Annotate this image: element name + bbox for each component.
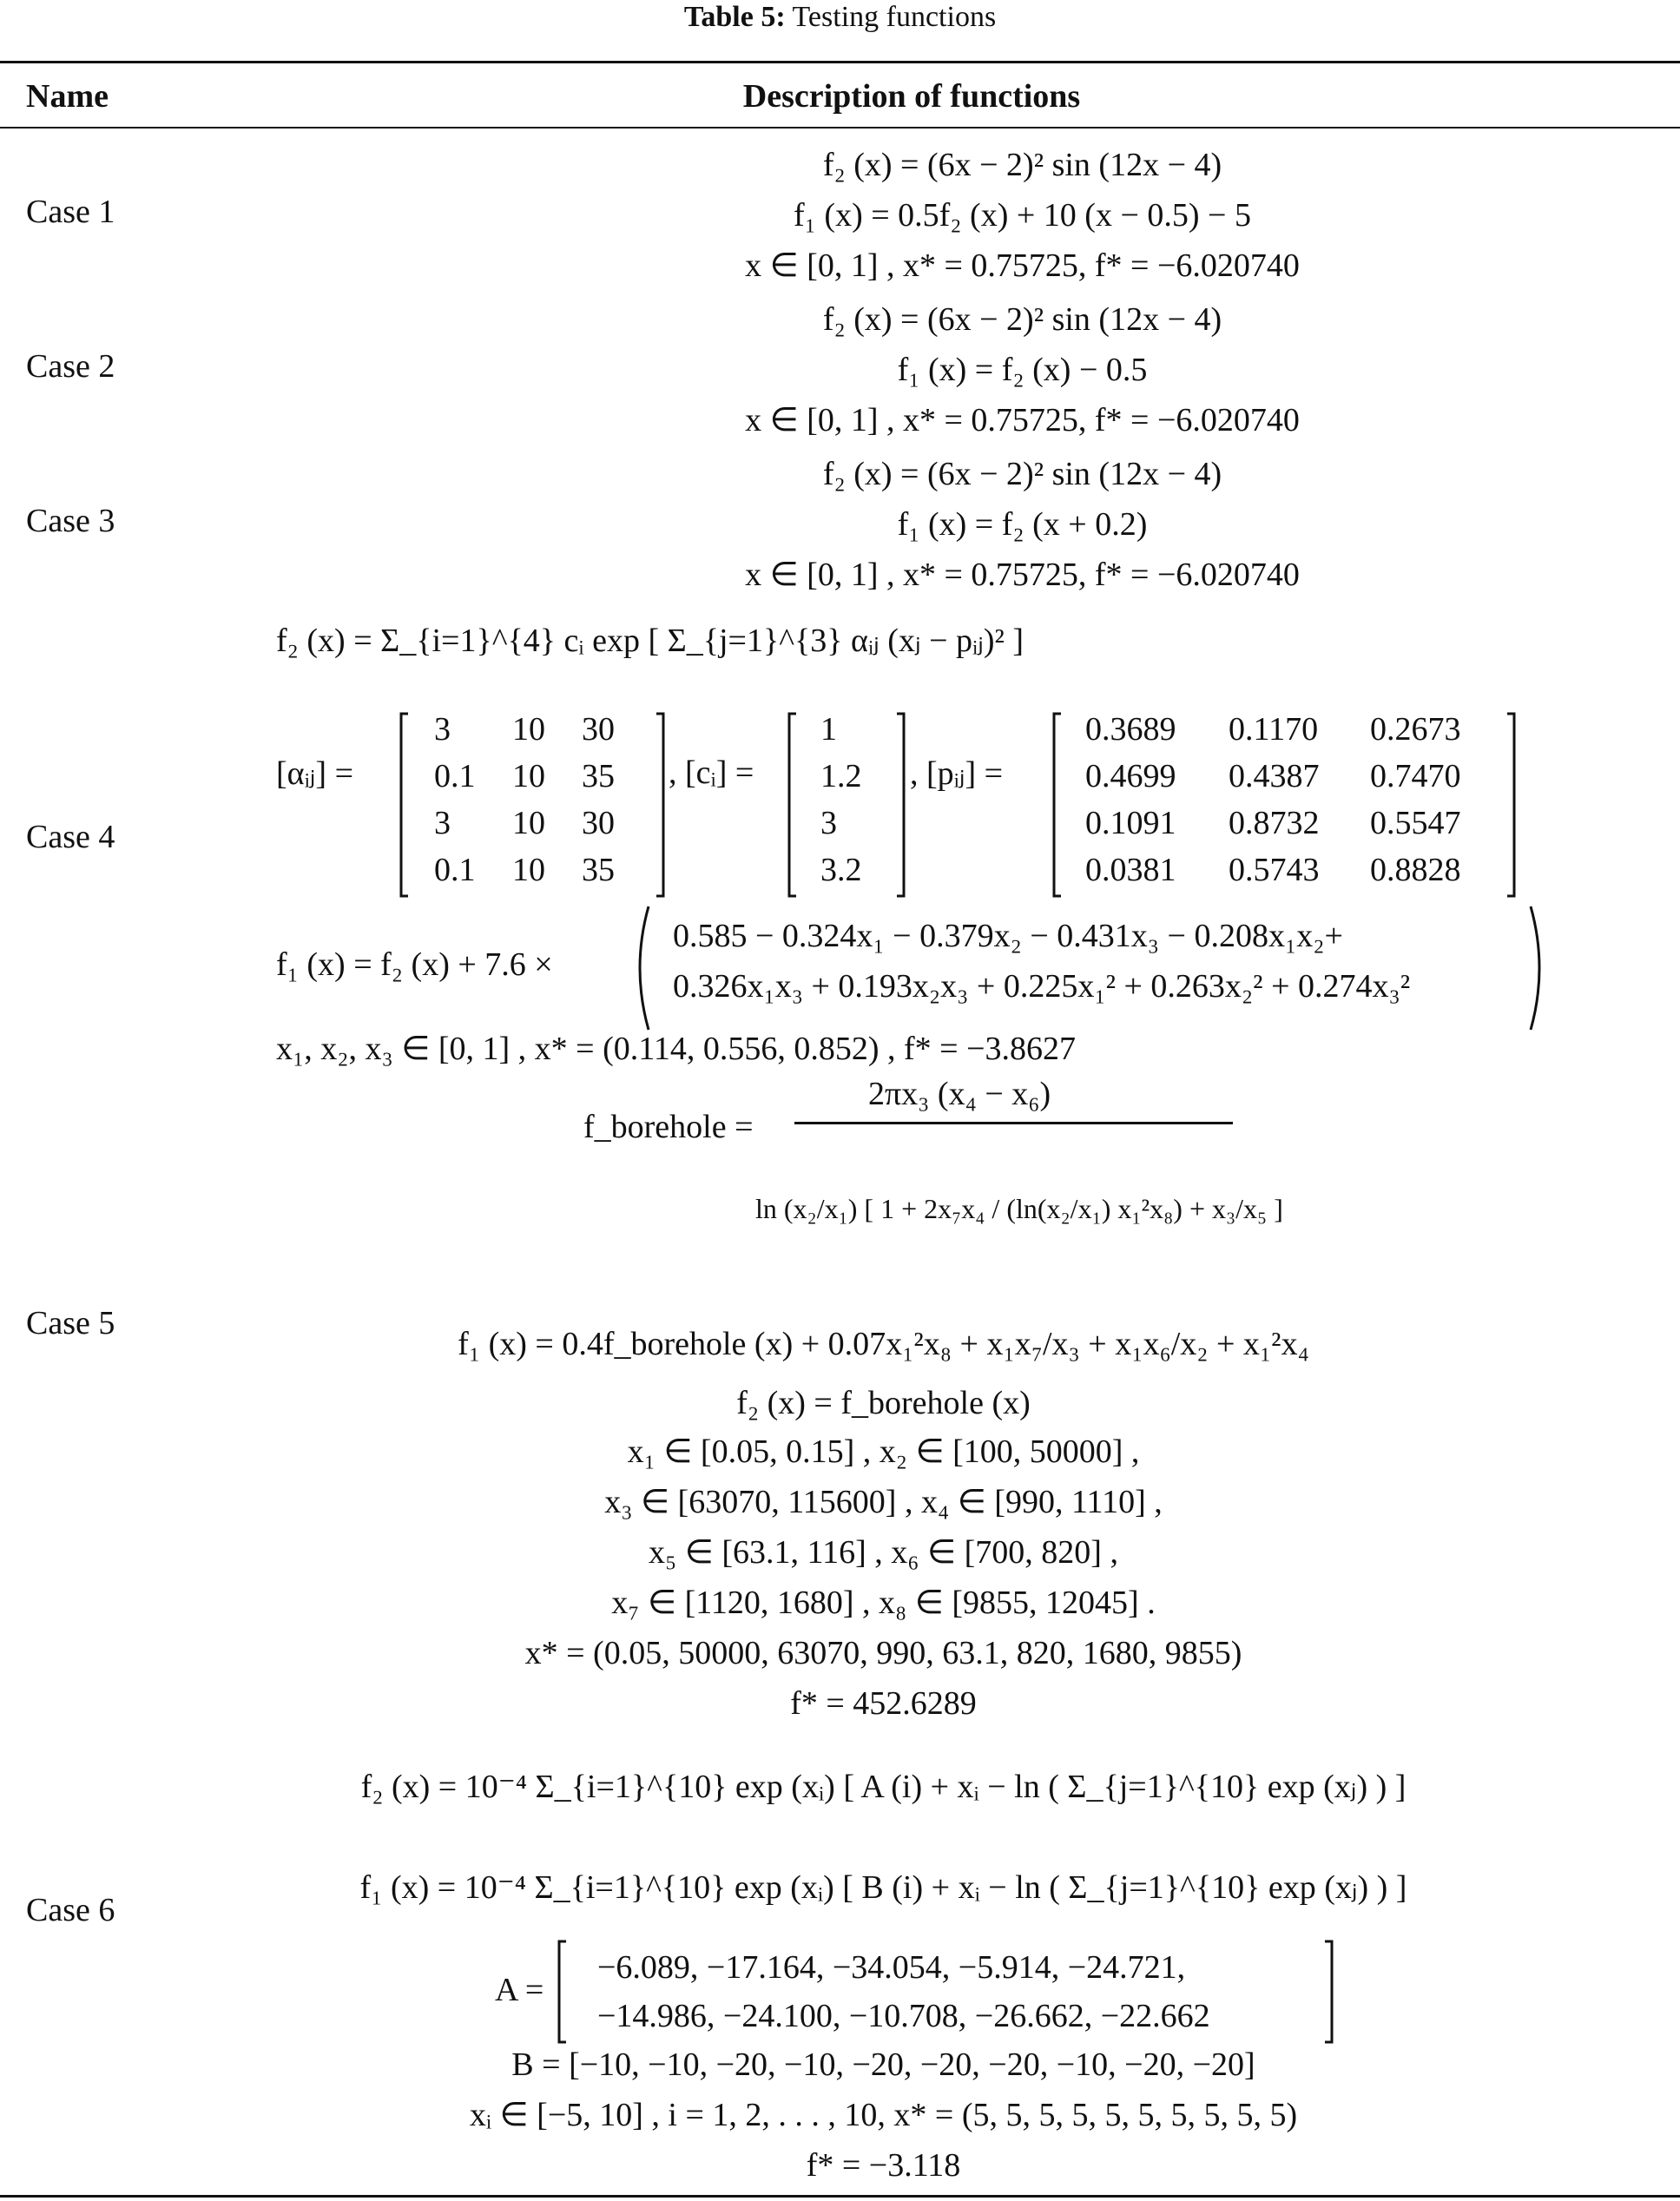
case2-f2: f₂ (x) = (6x − 2)² sin (12x − 4) [822, 301, 1222, 338]
case-label-1: Case 1 [26, 194, 115, 230]
alpha-matrix-cell: 10 [512, 805, 545, 841]
case4-f2: f₂ (x) = Σ_{i=1}^{4} cᵢ exp [ Σ_{j=1}^{3} αᵢⱼ (xⱼ − pᵢⱼ)² ] [276, 623, 1024, 659]
header-rule [0, 127, 1680, 129]
case-label-2: Case 2 [26, 348, 115, 385]
case-label-5: Case 5 [26, 1305, 115, 1341]
case-label-4: Case 4 [26, 819, 115, 855]
p-matrix-cell: 0.7470 [1370, 758, 1461, 794]
top-rule [0, 61, 1680, 63]
case6-A-line2: −14.986, −24.100, −10.708, −26.662, −22.662 [597, 1998, 1210, 2034]
case4-alpha-label: [αᵢⱼ] = [276, 755, 354, 792]
case6-f1: f₁ (x) = 10⁻⁴ Σ_{i=1}^{10} exp (xᵢ) [ B (i) + xᵢ − ln ( Σ_{j=1}^{10} exp (xⱼ) ) ] [359, 1869, 1407, 1906]
case6-A-line1: −6.089, −17.164, −34.054, −5.914, −24.721, [597, 1949, 1186, 1986]
alpha-matrix-cell: 3 [434, 805, 451, 841]
p-matrix-cell: 0.1091 [1085, 805, 1176, 841]
case5-range-2: x₃ ∈ [63070, 115600] , x₄ ∈ [990, 1110] , [604, 1484, 1163, 1520]
table-caption [0, 0, 1680, 38]
p-matrix-cell: 0.5743 [1229, 852, 1320, 888]
p-matrix-cell: 0.4699 [1085, 758, 1176, 794]
alpha-matrix-cell: 30 [582, 711, 615, 748]
case6-fstar: f* = −3.118 [806, 2147, 961, 2184]
case6-f2: f₂ (x) = 10⁻⁴ Σ_{i=1}^{10} exp (xᵢ) [ A (i) + xᵢ − ln ( Σ_{j=1}^{10} exp (xⱼ) ) ] [360, 1769, 1407, 1805]
alpha-matrix-cell: 10 [512, 711, 545, 748]
case-label-3: Case 3 [26, 503, 115, 539]
c-vector-cell: 1 [820, 711, 837, 748]
alpha-matrix-cell: 35 [582, 852, 615, 888]
case4-domain: x₁, x₂, x₃ ∈ [0, 1] , x* = (0.114, 0.556, 0.852) , f* = −3.8627 [276, 1031, 1076, 1067]
case-label-6: Case 6 [26, 1892, 115, 1928]
alpha-matrix-cell: 10 [512, 852, 545, 888]
alpha-matrix-cell: 0.1 [434, 758, 476, 794]
alpha-matrix-cell: 0.1 [434, 852, 476, 888]
case5-range-3: x₅ ∈ [63.1, 116] , x₆ ∈ [700, 820] , [649, 1534, 1118, 1571]
case2-domain: x ∈ [0, 1] , x* = 0.75725, f* = −6.020740 [745, 402, 1300, 438]
c-vector-cell: 3 [820, 805, 837, 841]
alpha-matrix-cell: 3 [434, 711, 451, 748]
case6-domain: xᵢ ∈ [−5, 10] , i = 1, 2, . . . , 10, x* = (5, 5, 5, 5, 5, 5, 5, 5, 5, 5) [469, 2097, 1298, 2133]
column-header-description: Description of functions [742, 78, 1081, 115]
case5-range-4: x₇ ∈ [1120, 1680] , x₈ ∈ [9855, 12045] . [611, 1585, 1156, 1621]
case1-domain: x ∈ [0, 1] , x* = 0.75725, f* = −6.020740 [745, 247, 1300, 284]
case1-f1: f₁ (x) = 0.5f₂ (x) + 10 (x − 0.5) − 5 [794, 197, 1251, 234]
case5-f1: f₁ (x) = 0.4f_borehole (x) + 0.07x₁²x₈ + x₁x₇/x₃ + x₁x₆/x₂ + x₁²x₄ [458, 1326, 1309, 1362]
p-matrix-cell: 0.5547 [1370, 805, 1461, 841]
alpha-matrix-cell: 35 [582, 758, 615, 794]
case5-f2: f₂ (x) = f_borehole (x) [736, 1385, 1031, 1421]
c-vector-cell: 1.2 [820, 758, 862, 794]
p-matrix-cell: 0.2673 [1370, 711, 1461, 748]
case4-f1-line2: 0.326x₁x₃ + 0.193x₂x₃ + 0.225x₁² + 0.263x₂² + 0.274x₃² [673, 968, 1411, 1005]
alpha-matrix-cell: 10 [512, 758, 545, 794]
case5-borehole-numerator: 2πx₃ (x₄ − x₆) [868, 1076, 1051, 1112]
case4-f1-prefix: f₁ (x) = f₂ (x) + 7.6 × [276, 946, 553, 983]
p-matrix-cell: 0.8732 [1229, 805, 1320, 841]
alpha-matrix-cell: 30 [582, 805, 615, 841]
case5-borehole-lhs: f_borehole = [583, 1109, 754, 1145]
case4-c-label: , [cᵢ] = [669, 755, 754, 791]
case6-A-label: A = [495, 1972, 544, 2008]
case3-f2: f₂ (x) = (6x − 2)² sin (12x − 4) [822, 456, 1222, 492]
p-matrix-cell: 0.1170 [1229, 711, 1319, 748]
case3-domain: x ∈ [0, 1] , x* = 0.75725, f* = −6.020740 [745, 557, 1300, 593]
c-vector-cell: 3.2 [820, 852, 862, 888]
case4-p-label: , [pᵢⱼ] = [910, 755, 1004, 792]
case5-borehole-denominator: ln (x₂/x₁) [ 1 + 2x₇x₄ / (ln(x₂/x₁) x₁²x₈) + x₃/x₅ ] [755, 1193, 1283, 1224]
bottom-rule [0, 2195, 1680, 2198]
p-matrix-cell: 0.4387 [1229, 758, 1320, 794]
p-matrix-cell: 0.3689 [1085, 711, 1176, 748]
p-matrix-cell: 0.8828 [1370, 852, 1461, 888]
case3-f1: f₁ (x) = f₂ (x + 0.2) [897, 506, 1148, 543]
case2-f1: f₁ (x) = f₂ (x) − 0.5 [897, 352, 1148, 388]
case6-B: B = [−10, −10, −20, −10, −20, −20, −20, −10, −20, −20] [511, 2046, 1255, 2083]
column-header-name: Name [26, 78, 109, 115]
case4-f1-line1: 0.585 − 0.324x₁ − 0.379x₂ − 0.431x₃ − 0.208x₁x₂+ [673, 918, 1343, 954]
case5-xstar: x* = (0.05, 50000, 63070, 990, 63.1, 820, 1680, 9855) [524, 1635, 1242, 1671]
case5-fstar: f* = 452.6289 [790, 1685, 977, 1722]
case5-fraction-bar [794, 1122, 1233, 1124]
p-matrix-cell: 0.0381 [1085, 852, 1176, 888]
caption-label: Table 5: [683, 1, 786, 33]
case1-f2: f₂ (x) = (6x − 2)² sin (12x − 4) [822, 147, 1222, 183]
caption-text: Testing functions [792, 1, 997, 33]
case5-range-1: x₁ ∈ [0.05, 0.15] , x₂ ∈ [100, 50000] , [627, 1433, 1140, 1470]
